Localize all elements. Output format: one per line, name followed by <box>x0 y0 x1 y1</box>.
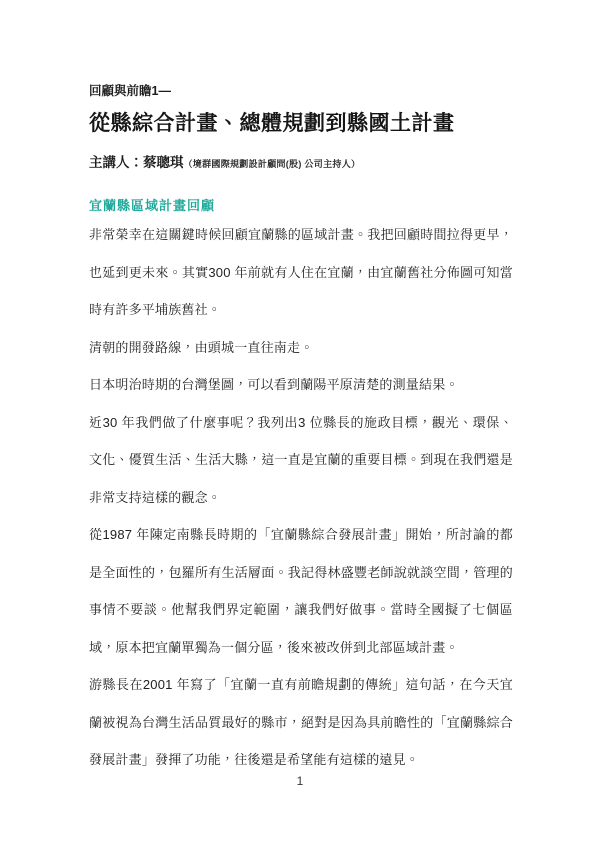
page-number: 1 <box>296 774 304 788</box>
series-label: 回顧與前瞻1— <box>89 84 171 98</box>
speaker-affiliation: （境群國際規劃設計顧問(股) 公司主持人） <box>183 159 361 169</box>
document-title: 從縣綜合計畫、總體規劃到縣國土計畫 <box>89 112 455 135</box>
body-text <box>89 216 513 779</box>
body-paragraph: 近30 年我們做了什麼事呢？我列出3 位縣長的施政目標，觀光、環保、文化、優質生活、生活大縣，這一直是宜蘭的重要目標。到現在我們還是非常支持這樣的觀念。 <box>89 414 513 505</box>
body-paragraph: 非常榮幸在這關鍵時候回顧宜蘭縣的區域計畫。我把回顧時間拉得更早，也延到更未來。其實300 年前就有人住在宜蘭，由宜蘭舊社分佈圖可知當時有許多平埔族舊社。 <box>89 227 513 317</box>
section-heading: 宜蘭縣區域計畫回顧 <box>89 198 216 213</box>
body-paragraph: 清朝的開發路線，由頭城一直往南走。 <box>89 339 314 355</box>
body-paragraph: 游縣長在2001 年寫了「宜蘭一直有前瞻規劃的傳統」這句話，在今天宜蘭被視為台灣生活品質最好的縣市，絕對是因為具前瞻性的「宜蘭縣綜合發展計畫」發揮了功能，往後還是希望能有這樣的遠見。 <box>89 677 513 767</box>
document-content <box>89 84 513 779</box>
speaker-name: 主講人：蔡聰琪 <box>89 155 184 170</box>
speaker-line <box>89 155 513 172</box>
body-paragraph: 從1987 年陳定南縣長時期的「宜蘭縣綜合發展計畫」開始，所討論的都是全面性的，包羅所有生活層面。我記得林盛豐老師說就談空間，管理的事情不要談。他幫我們界定範圍，讓我們好做事。當時全國擬了七個區域，原本把宜蘭單獨為一個分區，後來被改併到北部區域計畫。 <box>89 527 513 655</box>
body-paragraph: 日本明治時期的台灣堡圖，可以看到蘭陽平原清楚的測量結果。 <box>89 377 459 392</box>
